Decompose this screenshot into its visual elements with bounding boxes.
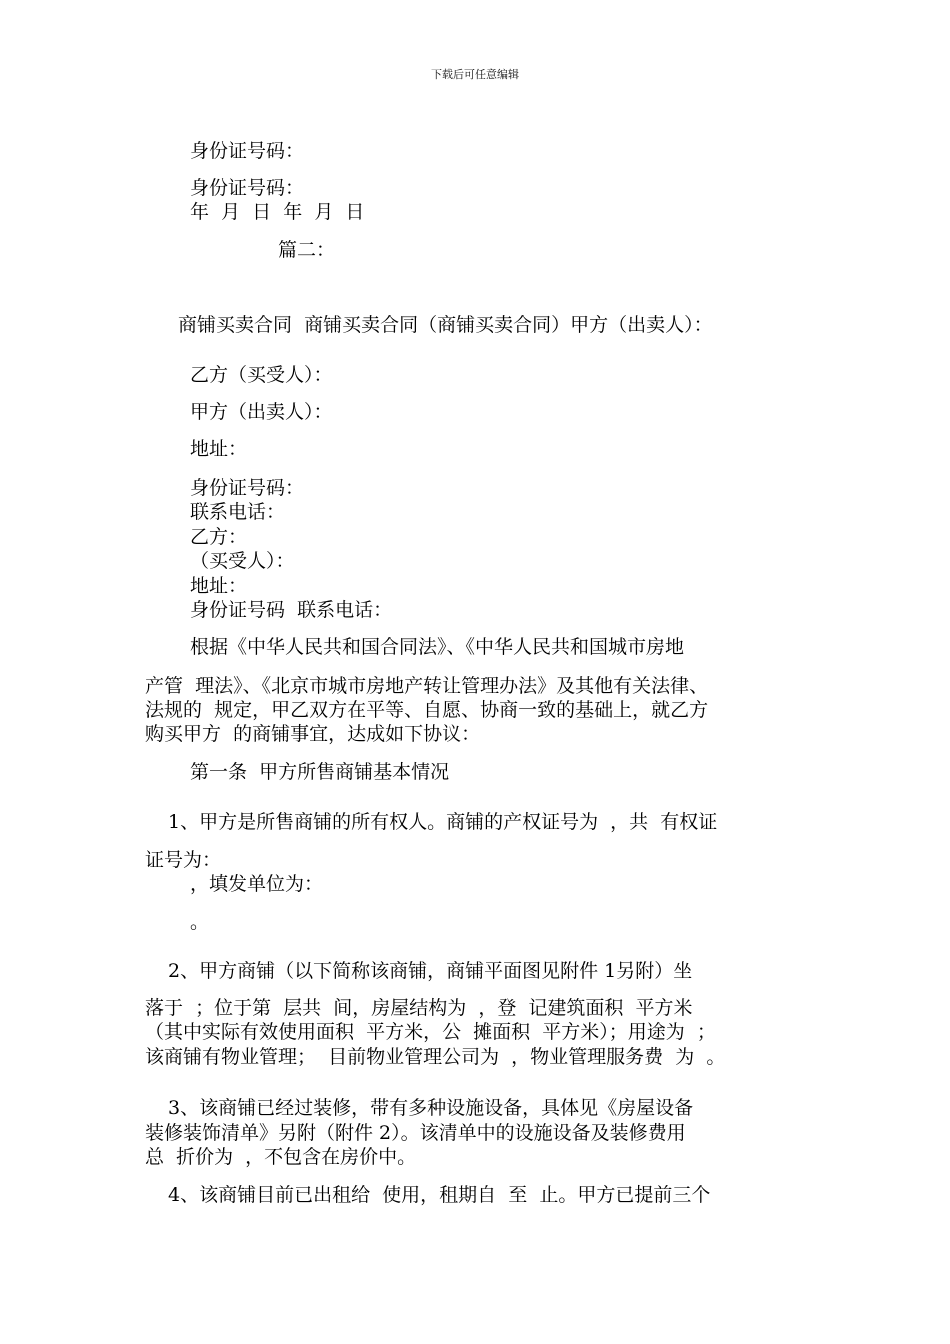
- clause-3-line-2: 装修装饰清单》另附（附件 2）。该清单中的设施设备及装修费用: [145, 1122, 686, 1144]
- party-b: 乙方：: [190, 526, 248, 548]
- date-line: 年 月 日 年 月 日: [190, 201, 365, 223]
- clause-2-line-1: 2、甲方商铺（以下简称该商铺，商铺平面图见附件 1另附）坐: [168, 960, 693, 982]
- preamble-line-4: 购买甲方 的商铺事宜，达成如下协议：: [145, 723, 481, 745]
- contract-title-line: 商铺买卖合同 商铺买卖合同（商铺买卖合同）甲方（出卖人）：: [178, 314, 713, 336]
- address-b: 地址：: [190, 575, 248, 597]
- clause-3-line-1: 3、该商铺已经过装修，带有多种设施设备，具体见《房屋设备: [168, 1097, 694, 1119]
- clause-4-line-1: 4、该商铺目前已出租给 使用，租期自 至 止。甲方已提前三个: [168, 1184, 711, 1206]
- clause-1-line-1: 1、甲方是所售商铺的所有权人。商铺的产权证号为 ，共 有权证: [168, 811, 718, 833]
- id-number-a: 身份证号码：: [190, 477, 305, 499]
- id-number-line-2: 身份证号码：: [190, 177, 305, 199]
- phone-a: 联系电话：: [190, 501, 286, 523]
- clause-3-line-3: 总 折价为 ，不包含在房价中。: [145, 1146, 417, 1168]
- clause-2-line-3: （其中实际有效使用面积 平方米，公 摊面积 平方米）；用途为 ；: [145, 1021, 716, 1043]
- address-a: 地址：: [190, 438, 248, 460]
- section-title: 篇二：: [278, 239, 336, 261]
- clause-1-line-3: ，填发单位为：: [190, 873, 324, 895]
- party-b-buyer-2: （买受人）：: [190, 550, 295, 572]
- page-header: 下载后可任意编辑: [431, 68, 519, 81]
- clause-1-line-2: 证号为：: [145, 849, 222, 871]
- party-a-seller: 甲方（出卖人）：: [190, 401, 333, 423]
- clause-2-line-2: 落于 ；位于第 层共 间，房屋结构为 ，登 记建筑面积 平方米: [145, 997, 693, 1019]
- clause-1-line-4: 。: [190, 911, 210, 933]
- preamble-line-2: 产管 理法》、《北京市城市房地产转让管理办法》及其他有关法律、: [145, 675, 709, 697]
- id-phone-b: 身份证号码 联系电话：: [190, 599, 393, 621]
- preamble-line-3: 法规的 规定，甲乙双方在平等、自愿、协商一致的基础上，就乙方: [145, 699, 709, 721]
- id-number-line-1: 身份证号码：: [190, 140, 305, 162]
- preamble-line-1: 根据《中华人民共和国合同法》、《中华人民共和国城市房地: [190, 636, 685, 658]
- article-one-heading: 第一条 甲方所售商铺基本情况: [190, 761, 450, 783]
- clause-2-line-4: 该商铺有物业管理； 目前物业管理公司为 ，物业管理服务费 为 。: [145, 1046, 726, 1068]
- party-b-buyer: 乙方（买受人）：: [190, 364, 333, 386]
